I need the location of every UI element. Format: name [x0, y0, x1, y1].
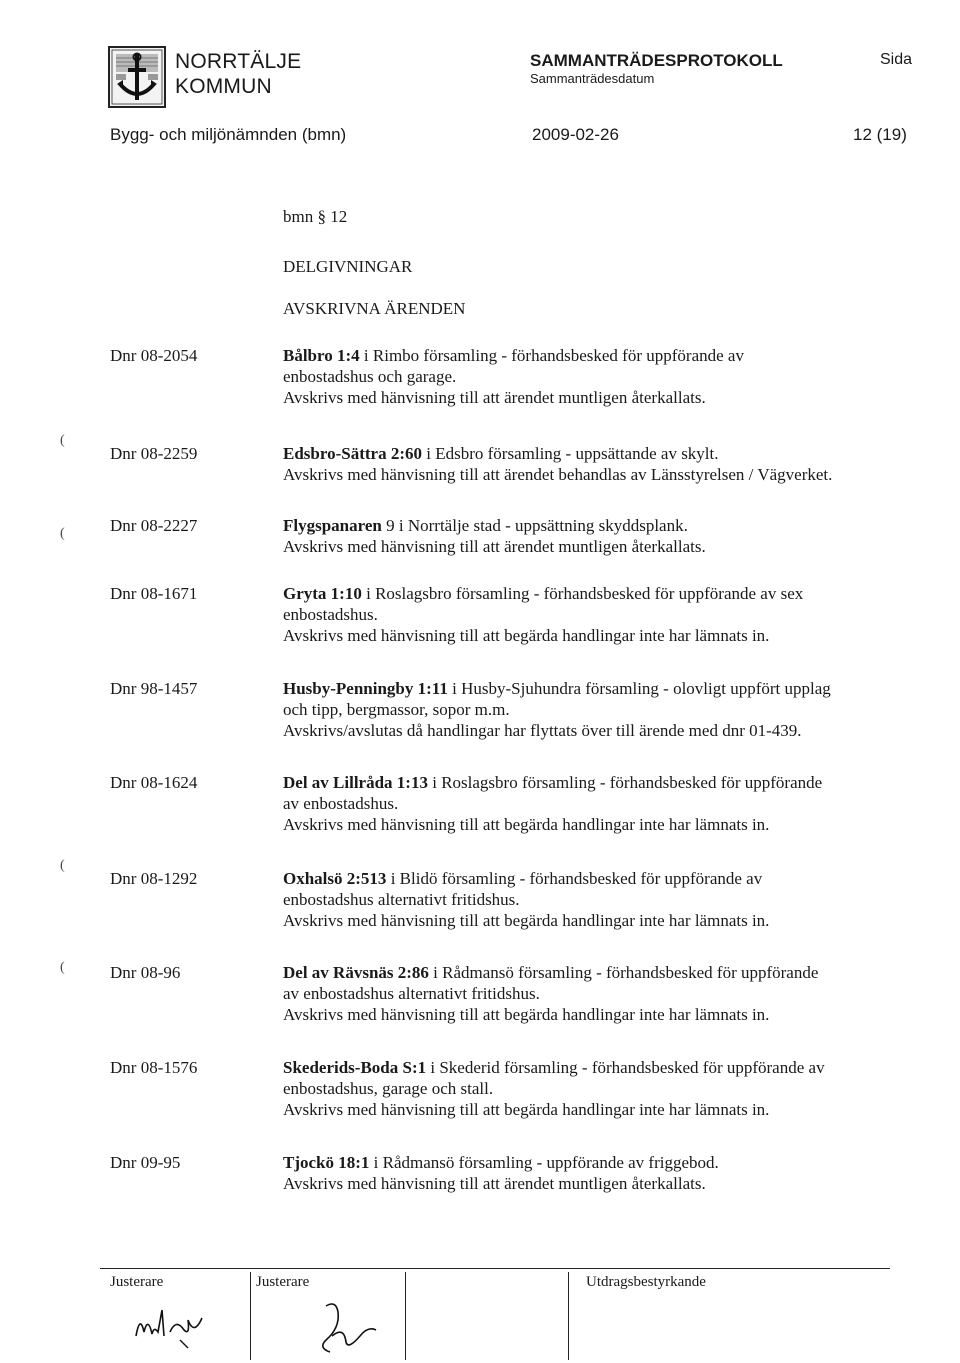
case-decision: Avskrivs med hänvisning till att begärda handlingar inte har lämnats in.	[283, 815, 770, 834]
case-line1: Flygspanaren 9 i Norrtälje stad - uppsättning skyddsplank.	[283, 516, 688, 535]
margin-mark: (	[60, 858, 65, 873]
case-property: Gryta 1:10	[283, 584, 362, 603]
signature-2	[296, 1296, 396, 1363]
case-decision: Avskrivs med hänvisning till att begärda handlingar inte har lämnats in.	[283, 1100, 770, 1119]
case-description	[283, 1057, 923, 1120]
case-description	[283, 868, 923, 931]
meeting-date-label: Sammanträdesdatum	[530, 71, 655, 86]
case-line1: Oxhalsö 2:513 i Blidö församling - förhandsbesked för uppförande av	[283, 869, 763, 888]
case-decision: Avskrivs med hänvisning till att ärendet behandlas av Länsstyrelsen / Vägverket.	[283, 465, 833, 484]
case-dnr: Dnr 09-95	[110, 1153, 181, 1172]
case-line1: Skederids-Boda S:1 i Skederid församling - förhandsbesked för uppförande av	[283, 1058, 825, 1077]
case-line2: enbostadshus alternativt fritidshus.	[283, 890, 520, 909]
case-property: Skederids-Boda S:1	[283, 1058, 427, 1077]
case-line1: Gryta 1:10 i Roslagsbro församling - förhandsbesked för uppförande av sex	[283, 584, 804, 603]
case-decision: Avskrivs med hänvisning till att begärda handlingar inte har lämnats in.	[283, 911, 770, 930]
case-description	[283, 678, 923, 741]
case-line2: enbostadshus.	[283, 605, 378, 624]
case-property: Del av Lillråda 1:13	[283, 773, 428, 792]
case-property: Bålbro 1:4	[283, 346, 360, 365]
footer-label-justerare-2: Justerare	[256, 1274, 310, 1290]
case-decision: Avskrivs/avslutas då handlingar har flyttats över till ärende med dnr 01-439.	[283, 721, 802, 740]
case-description	[283, 1152, 923, 1194]
case-line2: och tipp, bergmassor, sopor m.m.	[283, 700, 510, 719]
case-description	[283, 583, 923, 646]
case-description	[283, 772, 923, 835]
paragraph-number: bmn § 12	[283, 207, 348, 226]
committee-name: Bygg- och miljönämnden (bmn)	[110, 125, 347, 144]
footer-separator	[568, 1272, 569, 1360]
case-property: Flygspanaren	[283, 516, 382, 535]
protocol-title: SAMMANTRÄDESPROTOKOLL	[530, 51, 783, 70]
page-number: 12 (19)	[853, 125, 907, 144]
case-property: Edsbro-Sättra 2:60	[283, 444, 422, 463]
org-name-line1: NORRTÄLJE	[175, 50, 302, 73]
footer-separator	[250, 1272, 251, 1360]
case-line1: Edsbro-Sättra 2:60 i Edsbro församling - uppsättande av skylt.	[283, 444, 719, 463]
case-dnr: Dnr 08-96	[110, 963, 181, 982]
case-line2: enbostadshus och garage.	[283, 367, 457, 386]
case-property: Husby-Penningby 1:11	[283, 679, 448, 698]
footer-label-justerare-1: Justerare	[110, 1274, 164, 1290]
case-dnr: Dnr 08-2054	[110, 346, 198, 365]
margin-mark: (	[60, 960, 65, 975]
municipality-logo	[108, 46, 166, 108]
case-dnr: Dnr 08-2227	[110, 516, 198, 535]
case-description	[283, 345, 923, 408]
footer-label-utdragsbestyrkande: Utdragsbestyrkande	[586, 1274, 706, 1290]
case-dnr: Dnr 08-1292	[110, 869, 198, 888]
footer-separator	[405, 1272, 406, 1360]
case-line2: enbostadshus, garage och stall.	[283, 1079, 494, 1098]
case-line1: Del av Rävsnäs 2:86 i Rådmansö församling - förhandsbesked för uppförande	[283, 963, 819, 982]
section-subheading: AVSKRIVNA ÄRENDEN	[283, 299, 466, 318]
case-decision: Avskrivs med hänvisning till att begärda handlingar inte har lämnats in.	[283, 626, 770, 645]
case-decision: Avskrivs med hänvisning till att ärendet muntligen återkallats.	[283, 1174, 706, 1193]
case-property: Oxhalsö 2:513	[283, 869, 387, 888]
case-line1: Husby-Penningby 1:11 i Husby-Sjuhundra församling - olovligt uppfört upplag	[283, 679, 831, 698]
case-dnr: Dnr 08-1624	[110, 773, 198, 792]
case-dnr: Dnr 08-1671	[110, 584, 198, 603]
case-dnr: Dnr 08-2259	[110, 444, 198, 463]
case-description	[283, 443, 923, 485]
org-name-line2: KOMMUN	[175, 75, 272, 98]
case-property: Del av Rävsnäs 2:86	[283, 963, 429, 982]
case-property: Tjockö 18:1	[283, 1153, 370, 1172]
case-line2: av enbostadshus.	[283, 794, 399, 813]
case-decision: Avskrivs med hänvisning till att ärendet muntligen återkallats.	[283, 388, 706, 407]
margin-mark: (	[60, 433, 65, 448]
signature-1	[128, 1296, 238, 1359]
case-decision: Avskrivs med hänvisning till att ärendet muntligen återkallats.	[283, 537, 706, 556]
case-line1: Tjockö 18:1 i Rådmansö församling - uppförande av friggebod.	[283, 1153, 719, 1172]
case-line1: Bålbro 1:4 i Rimbo församling - förhandsbesked för uppförande av	[283, 346, 744, 365]
case-dnr: Dnr 08-1576	[110, 1058, 198, 1077]
margin-mark: (	[60, 526, 65, 541]
section-heading: DELGIVNINGAR	[283, 257, 413, 276]
footer-rule	[100, 1268, 890, 1269]
case-dnr: Dnr 98-1457	[110, 679, 198, 698]
case-description	[283, 962, 923, 1025]
meeting-date: 2009-02-26	[532, 125, 619, 144]
page-label: Sida	[880, 51, 913, 68]
case-decision: Avskrivs med hänvisning till att begärda handlingar inte har lämnats in.	[283, 1005, 770, 1024]
case-description	[283, 515, 923, 557]
case-line1: Del av Lillråda 1:13 i Roslagsbro församling - förhandsbesked för uppförande	[283, 773, 823, 792]
case-line2: av enbostadshus alternativt fritidshus.	[283, 984, 540, 1003]
